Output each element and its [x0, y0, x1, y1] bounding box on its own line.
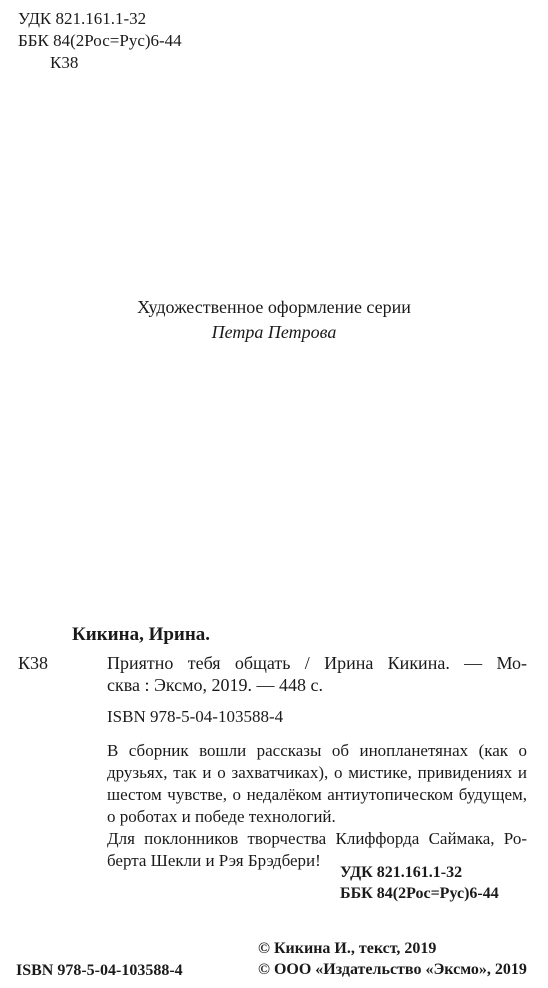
annotation-line: В сборник вошли рассказы об инопланетянах (как о — [107, 741, 527, 760]
footer-isbn: ISBN 978-5-04-103588-4 — [16, 962, 183, 979]
record-isbn: ISBN 978-5-04-103588-4 — [107, 707, 284, 726]
top-author-mark: К38 — [50, 53, 79, 72]
annotation-line: шестом чувстве, о недалёком антиутопическом будущем, — [107, 785, 527, 804]
record-bbk-code: ББК 84(2Рос=Рус)6-44 — [340, 885, 499, 902]
copyright-block — [258, 938, 527, 980]
top-udk-code: УДК 821.161.1-32 — [18, 9, 147, 28]
design-credit-line: Художественное оформление серии — [137, 297, 411, 317]
copyright-author: © Кикина И., текст, 2019 — [258, 940, 437, 957]
record-title-line: Приятно тебя общать / Ирина Кикина. — Мо- — [107, 653, 527, 673]
record-annotation — [107, 740, 527, 872]
record-udk-code: УДК 821.161.1-32 — [340, 864, 463, 881]
top-bbk-code: ББК 84(2Рос=Рус)6-44 — [18, 31, 182, 50]
top-codes-block — [18, 8, 182, 74]
audience-line: берта Шекли и Рэя Брэдбери! — [107, 851, 321, 870]
audience-line: Для поклонников творчества Клиффорда Саймака, Ро- — [107, 829, 527, 848]
record-author: Кикина, Ирина. — [72, 624, 211, 645]
annotation-line: друзьях, так и о захватчиках), о мистике, привидениях и — [107, 763, 527, 782]
designer-name: Петра Петрова — [211, 322, 337, 342]
record-title-line: сква : Эксмо, 2019. — 448 с. — [107, 675, 324, 695]
design-credit — [0, 296, 548, 346]
record-title-block — [107, 652, 527, 696]
record-codes — [340, 862, 499, 904]
copyright-publisher: © ООО «Издательство «Эксмо», 2019 — [258, 961, 527, 978]
record-author-mark: К38 — [18, 653, 49, 673]
annotation-line: о роботах и победе технологий. — [107, 807, 336, 826]
